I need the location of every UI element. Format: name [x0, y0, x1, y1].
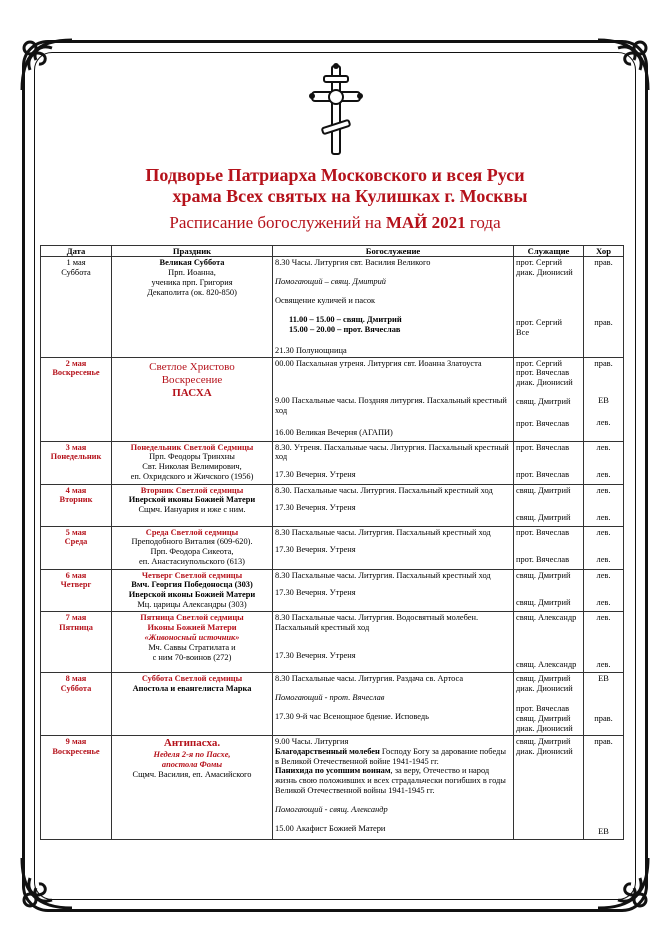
choir-cell: лев. лев. [584, 569, 624, 612]
service-cell: 9.00 Часы. Литургия Благодарственный молебен Господу Богу за дарование победы в Великой Отечественной войне 1941-1945 гг. Панихида по усопшим воинам, за веру, Отечество и народ жизнь свою положивших и всех страдальчески погибших в годы Великой Отечественной войны 1941-1945 гг. Помогающий - свящ. Александр 15.00 Акафист Божией Матери [273, 735, 514, 839]
feast-cell: Антипасха. Неделя 2-я по Пасхе, апостола Фомы Сщмч. Василия, еп. Амасийского [112, 735, 273, 839]
choir-cell: лев. лев. [584, 484, 624, 526]
clergy-cell: свящ. Александр свящ. Александр [514, 612, 584, 673]
table-row [41, 357, 624, 441]
feast-cell: Четверг Светлой седмицы Вмч. Георгия Победоносца (303) Иверской иконы Божией Матери Мц. царицы Александры (303) [112, 569, 273, 612]
col-header-date: Дата [41, 246, 112, 257]
table-row [41, 441, 624, 484]
choir-cell: ЕВ прав. [584, 673, 624, 736]
choir-cell: прав. ЕВ лев. [584, 357, 624, 441]
title-church: храма Всех святых на Кулишках г. Москвы [172, 186, 528, 206]
service-cell: 8.30 Пасхальные часы. Литургия. Раздача св. Артоса Помогающий - прот. Вячеслав 17.30 9-й час Всенощное бдение. Исповедь [273, 673, 514, 736]
clergy-cell: свящ. Дмитрий свящ. Дмитрий [514, 484, 584, 526]
date-cell: 4 мая Вторник [41, 484, 112, 526]
corner-ornament-top-right [588, 30, 658, 100]
choir-cell: лев. лев. [584, 441, 624, 484]
service-cell: 8.30. Утреня. Пасхальные часы. Литургия. Пасхальный крестный ход 17.30 Вечерня. Утреня [273, 441, 514, 484]
date-cell: 7 мая Пятница [41, 612, 112, 673]
feast-cell: Понедельник Светлой Седмицы Прп. Феодоры Тринхны Свт. Николая Велимирович, еп. Охридского и Жичского (1956) [112, 441, 273, 484]
service-cell: 8.30 Пасхальные часы. Литургия. Водосвятный молебен. Пасхальный крестный ход 17.30 Вечерня. Утреня [273, 612, 514, 673]
service-cell: 00.00 Пасхальная утреня. Литургия свт. Иоанна Златоуста 9.00 Пасхальные часы. Поздняя литургия. Пасхальный крестный ход 16.00 Великая Вечерня (АГАПИ) [273, 357, 514, 441]
corner-ornament-bottom-left [12, 848, 82, 918]
clergy-cell: прот. Сергий прот. Вячеслав диак. Дионисий свящ. Дмитрий прот. Вячеслав [514, 357, 584, 441]
feast-cell: Пятница Светлой седмицы Иконы Божией Матери «Живоносный источник» Мч. Саввы Стратилата и с ним 70-воинов (272) [112, 612, 273, 673]
table-header-row [41, 246, 624, 257]
table-row [41, 569, 624, 612]
service-cell: 8.30 Пасхальные часы. Литургия. Пасхальный крестный ход 17.30 Вечерня. Утреня [273, 569, 514, 612]
date-cell: 8 мая Суббота [41, 673, 112, 736]
clergy-cell: свящ. Дмитрий диак. Дионисий [514, 735, 584, 839]
title-schedule: Расписание богослужений на МАЙ 2021 года [169, 213, 501, 232]
table-row [41, 526, 624, 569]
table-row [41, 484, 624, 526]
choir-cell: лев. лев. [584, 526, 624, 569]
choir-cell: лев. лев. [584, 612, 624, 673]
clergy-cell: прот. Вячеслав прот. Вячеслав [514, 526, 584, 569]
feast-cell: Великая Суббота Прп. Иоанна, ученика прп. Григория Декаполита (ок. 820-850) [112, 257, 273, 357]
date-cell: 3 мая Понедельник [41, 441, 112, 484]
date-cell: 1 мая Суббота [41, 257, 112, 357]
clergy-cell: прот. Вячеслав прот. Вячеслав [514, 441, 584, 484]
table-row [41, 257, 624, 357]
feast-cell: Вторник Светлой седмицы Иверской иконы Божией Матери Сщмч. Иануария и иже с ним. [112, 484, 273, 526]
col-header-feast: Праздник [112, 246, 273, 257]
col-header-choir: Хор [584, 246, 624, 257]
date-cell: 9 мая Воскресенье [41, 735, 112, 839]
corner-ornament-bottom-right [588, 848, 658, 918]
clergy-cell: свящ. Дмитрий диак. Дионисий прот. Вячеслав свящ. Дмитрий диак. Дионисий [514, 673, 584, 736]
title-podvorie: Подворье Патриарха Московского и всея Руси [145, 165, 525, 185]
choir-cell: прав. ЕВ [584, 735, 624, 839]
clergy-cell: свящ. Дмитрий свящ. Дмитрий [514, 569, 584, 612]
date-cell: 6 мая Четверг [41, 569, 112, 612]
table-row [41, 612, 624, 673]
service-cell: 8.30 Пасхальные часы. Литургия. Пасхальный крестный ход 17.30 Вечерня. Утреня [273, 526, 514, 569]
choir-cell: прав. прав. [584, 257, 624, 357]
col-header-service: Богослужение [273, 246, 514, 257]
clergy-cell: прот. Сергий диак. Дионисий прот. Сергий Все [514, 257, 584, 357]
orthodox-cross-icon [306, 62, 366, 158]
table-row [41, 735, 624, 839]
col-header-clergy: Служащие [514, 246, 584, 257]
date-cell: 2 мая Воскресенье [41, 357, 112, 441]
service-cell: 8.30. Пасхальные часы. Литургия. Пасхальный крестный ход 17.30 Вечерня. Утреня [273, 484, 514, 526]
date-cell: 5 мая Среда [41, 526, 112, 569]
table-row [41, 673, 624, 736]
feast-cell: Среда Светлой седмицы Преподобного Виталия (609-620). Прп. Феодора Сикеота, еп. Анастасиупольского (613) [112, 526, 273, 569]
schedule-table [40, 245, 624, 840]
feast-cell: Суббота Светлой седмицы Апостола и евангелиста Марка [112, 673, 273, 736]
feast-cell: Светлое Христово Воскресение ПАСХА [112, 357, 273, 441]
service-cell: 8.30 Часы. Литургия свт. Василия Великого Помогающий – свящ. Дмитрий Освящение куличей и пасок 11.00 – 15.00 – свящ. Дмитрий 15.00 – 20.00 – прот. Вячеслав 21.30 Полунощница [273, 257, 514, 357]
corner-ornament-top-left [12, 30, 82, 100]
